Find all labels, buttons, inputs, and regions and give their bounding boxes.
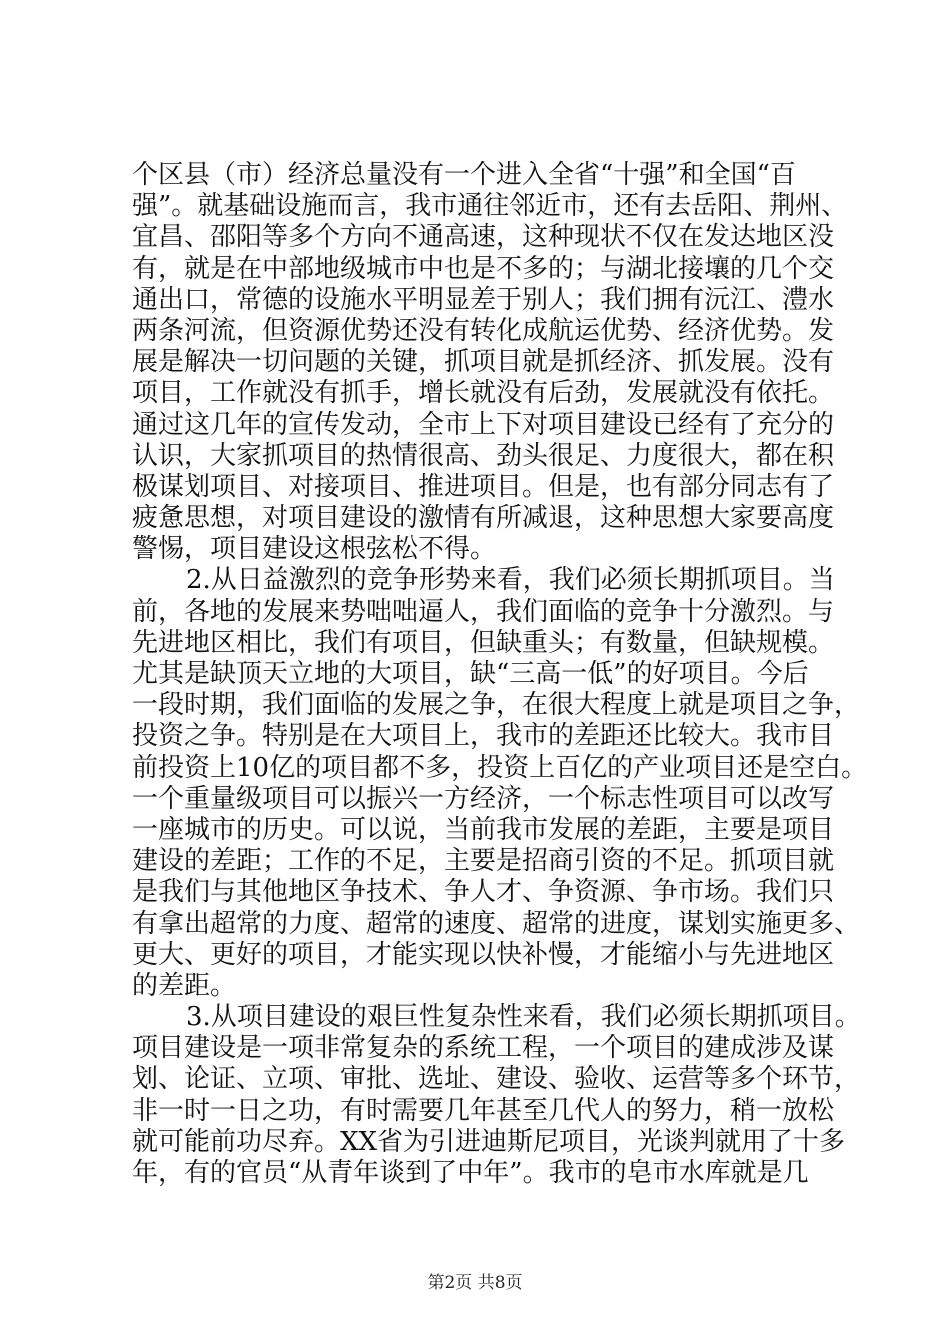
text-line: 极谋划项目、对接项目、推进项目。但是，也有部分同志有了 [132, 471, 835, 502]
text-line: 宜昌、邵阳等多个方向不通高速，这种现状不仅在发达地区没 [132, 222, 835, 253]
text-line: 前投资上10亿的项目都不多，投资上百亿的产业项目还是空白。 [132, 752, 868, 783]
text-line: 投资之争。特别是在大项目上，我市的差距还比较大。我市目 [132, 721, 835, 752]
text-line: 个区县（市）经济总量没有一个进入全省“十强”和全国“百 [132, 160, 796, 190]
text-line: 就可能前功尽弃。XX省为引进迪斯尼项目，光谈判就用了十多 [132, 1126, 846, 1157]
text-line: 疲惫思想，对项目建设的激情有所减退，这种思想大家要高度 [132, 503, 835, 534]
text-line: 的差距。 [132, 970, 237, 1001]
text-line: 前，各地的发展来势咄咄逼人，我们面临的竞争十分激烈。与 [132, 596, 835, 627]
text-line: 一个重量级项目可以振兴一方经济，一个标志性项目可以改写 [132, 783, 835, 814]
paragraph-start-line: 2.从日益激烈的竞争形势来看，我们必须长期抓项目。当 [186, 565, 835, 596]
text-line: 年，有的官员“从青年谈到了中年”。我市的皂市水库就是几 [132, 1158, 809, 1188]
text-line: 展是解决一切问题的关键，抓项目就是抓经济、抓发展。没有 [132, 347, 835, 378]
text-line: 一座城市的历史。可以说，当前我市发展的差距，主要是项目 [132, 814, 835, 845]
text-line: 有，就是在中部地级城市中也是不多的；与湖北接壤的几个交 [132, 253, 835, 284]
text-line: 划、论证、立项、审批、选址、建设、验收、运营等多个环节， [132, 1064, 861, 1095]
paragraph-start-line: 3.从项目建设的艰巨性复杂性来看，我们必须长期抓项目。 [186, 1002, 861, 1033]
text-line: 更大、更好的项目，才能实现以快补慢，才能缩小与先进地区 [132, 939, 835, 970]
text-line: 两条河流，但资源优势还没有转化成航运优势、经济优势。发 [132, 315, 835, 346]
text-line: 是我们与其他地区争技术、争人才、争资源、争市场。我们只 [132, 877, 835, 908]
page-footer: 第2页 共8页 [427, 1273, 523, 1293]
text-line: 认识，大家抓项目的热情很高、劲头很足、力度很大，都在积 [132, 440, 835, 471]
text-line: 通出口，常德的设施水平明显差于别人；我们拥有沅江、澧水 [132, 284, 835, 315]
text-line: 项目建设是一项非常复杂的系统工程，一个项目的建成涉及谋 [132, 1033, 835, 1064]
text-line: 警惕，项目建设这根弦松不得。 [132, 534, 497, 565]
body-text [132, 160, 868, 1189]
text-line: 尤其是缺顶天立地的大项目，缺“三高一低”的好项目。今后 [132, 659, 809, 689]
text-line: 通过这几年的宣传发动，全市上下对项目建设已经有了充分的 [132, 409, 835, 440]
text-line: 非一时一日之功，有时需要几年甚至几代人的努力，稍一放松 [132, 1095, 835, 1126]
text-line: 项目，工作就没有抓手，增长就没有后劲，发展就没有依托。 [132, 378, 835, 409]
text-line: 先进地区相比，我们有项目，但缺重头；有数量，但缺规模。 [132, 627, 835, 658]
text-line: 建设的差距；工作的不足，主要是招商引资的不足。抓项目就 [132, 846, 835, 877]
text-line: 强”。就基础设施而言，我市通往邻近市，还有去岳阳、荆州、 [132, 191, 848, 222]
text-line: 一段时期，我们面临的发展之争，在很大程度上就是项目之争， [132, 690, 861, 721]
text-line: 有拿出超常的力度、超常的速度、超常的进度，谋划实施更多、 [132, 908, 861, 939]
